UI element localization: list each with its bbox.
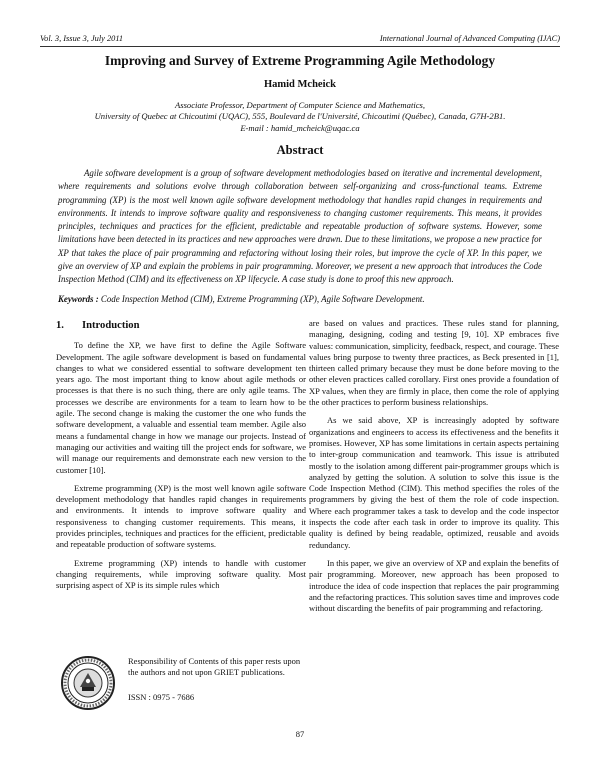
running-head-volume: Vol. 3, Issue 3, July 2011: [40, 34, 124, 43]
right-column: [309, 318, 559, 621]
responsibility-note: Responsibility of Contents of this paper rests upon the authors and not upon GRIET publications.: [128, 656, 301, 678]
paper-title: Improving and Survey of Extreme Programming Agile Methodology: [104, 53, 496, 68]
publisher-footer: [56, 654, 306, 712]
keywords: [58, 294, 542, 304]
author-affiliation: [40, 100, 560, 134]
section-number: 1.: [56, 320, 64, 331]
griet-seal-icon: [60, 655, 116, 711]
page-number: 87: [295, 729, 305, 739]
section-title: Introduction: [82, 320, 140, 331]
paragraph: Extreme programming (XP) intends to handle with customer changing requirements, while improving software quality. Most surprising aspect of XP is its simple rules which: [56, 557, 306, 591]
paragraph: As we said above, XP is increasingly adopted by software organizations and engineers to access its effectiveness and the benefits it promises. However, XP has some limitations in certain aspects pertaining to inter-group communication and teamwork. This issue is attributed mostly to the isolation among different pair-programmer groups which is analyzed by getting the solution. A solution to solve this issue is the Code Inspection Method (CIM). This method specifies the roles of the programmers by giving the best of them the role of code inspection. Where each programmer takes a task to develop and the code inspector inspects the code after each task in order to improve its quality. This quality is defined by being readable, optimized, reusable and avoids redundancy.: [309, 415, 559, 550]
keywords-text: Code Inspection Method (CIM), Extreme Programming (XP), Agile Software Development.: [98, 294, 425, 304]
running-head-journal: International Journal of Advanced Computing (IJAC): [379, 34, 560, 43]
paragraph: Extreme programming (XP) is the most well known agile software development methodology that handles rapid changes in requirements and environments. It intends to improve software quality and responsiveness to changing customer requirements. This means, it provides principles, techniques and practices for the efficient, predictable and repeatable production of software systems.: [56, 482, 306, 550]
header-rule: [40, 46, 560, 47]
section-heading: [56, 320, 306, 331]
affiliation-email: E-mail : hamid_mcheick@uqac.ca: [240, 122, 360, 133]
paragraph: In this paper, we give an overview of XP and explain the benefits of pair programming. Moreover, new approach has been proposed to introduce the idea of code inspection that replaces the pair programming and the refactoring practices. This solution saves time and improves code without discarding the benefits of pair programming and refactoring.: [309, 557, 559, 614]
paragraph: are based on values and practices. These rules stand for planning, managing, designing, coding and testing [9, 10]. XP embraces five values: communication, simplicity, feedback, respect, and courage. These values bring purpose to twenty three practices, as Beck presented in [1], thirteen called primary because they must be done before moving to the other eleven practices called corollary. First ones provide a foundation of XP values, when they are firmly in place, then come the role of applying the other practices to perform business relationships.: [309, 318, 559, 408]
paragraph: To define the XP, we have first to define the Agile Software Development. The agile software development is based on fundamental changes to what we considered essential to software development ten years ago. The most important thing to know about agile methods or processes is that there is no such thing, there are only agile teams. The processes we describe are environments for a team to learn how to be agile. The second change is making the customer the one who funds the software development, a valuable and essential team member. Agile also means a fundamental change in how we manage our projects. Instead of managing our activities and waiting till the project ends for software, we will manage our requirements and demonstrate each new version to the customer [10].: [56, 340, 306, 475]
abstract-text: Agile software development is a group of software development methodologies based on iterative and incremental development, where requirements and solutions evolve through collaboration between self-organizing and cross-functional teams. Extreme programming (XP) is the most well known agile software development methodology that handles rapid changes in requirements and environments. It intends to improve software quality and responsiveness to changing customer requirements. This means, it provides principles, techniques and practices for the efficient, predictable and repeatable production of software systems. However, some limitations have been detected in its practices and new approaches were drawn. Due to these limitations, we propose a new practice for XP that takes the place of pair programming and refactoring without losing their roles, but improve the cycle of XP. In this paper, we give an overview of XP and explain the problems in pair programming. Moreover, we present a new approach that introduces the Code Inspection Method (CIM) and its effectiveness on XP lifecycle. A case study is done to proof this new approach.: [58, 168, 542, 285]
keywords-label: Keywords :: [58, 294, 99, 304]
affiliation-line-2: University of Quebec at Chicoutimi (UQAC), 555, Boulevard de l'Université, Chicoutimi (Québec), Canada, G7H-2B1.: [94, 111, 506, 122]
issn-number: ISSN : 0975 - 7686: [128, 692, 195, 702]
abstract-heading: Abstract: [276, 143, 324, 157]
author-name: Hamid Mcheick: [263, 79, 337, 90]
affiliation-line-1: Associate Professor, Department of Computer Science and Mathematics,: [174, 100, 426, 110]
left-column: [56, 320, 306, 599]
